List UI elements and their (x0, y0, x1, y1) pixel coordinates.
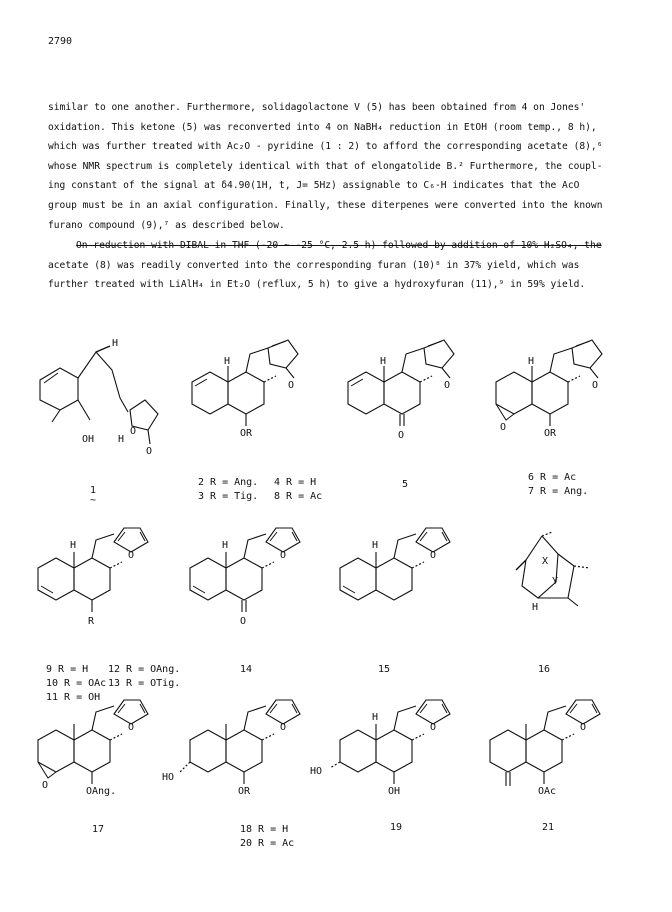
atom-O: O (42, 780, 49, 791)
compound-label-1: 1 (90, 485, 97, 496)
compound-label-16: 16 (538, 664, 551, 675)
atom-OR: OR (238, 786, 251, 797)
atom-R: R (88, 616, 95, 627)
structure-5 (348, 340, 454, 441)
atom-O: O (240, 616, 247, 627)
atom-O: O (592, 380, 599, 391)
atom-O: O (398, 430, 405, 441)
compound-label-18: 18 R = H (240, 824, 289, 835)
atom-O: O (430, 722, 437, 733)
atom-H: H (372, 712, 379, 723)
compound-label-6: 6 R = Ac (528, 472, 577, 483)
atom-H: H (222, 540, 229, 551)
atom-X: X (542, 556, 549, 567)
compound-label-9: 9 R = H (46, 664, 89, 675)
atom-HO: HO (162, 772, 175, 783)
atom-H: H (224, 356, 231, 367)
text-line: acetate (8) was readily converted into the corresponding furan (10)⁸ in 37% yield, which was (48, 259, 580, 271)
structure-21 (490, 700, 600, 797)
atom-O: O (430, 550, 437, 561)
atom-O: O (130, 426, 137, 437)
tilde: ~ (90, 495, 97, 506)
compound-label-3: 3 R = Tig. (198, 491, 259, 502)
atom-OH: OH (82, 434, 95, 445)
atom-O: O (280, 722, 287, 733)
structure-1 (40, 338, 158, 457)
atom-O: O (444, 380, 451, 391)
atom-O: O (288, 380, 295, 391)
atom-H: H (372, 540, 379, 551)
structure-17 (38, 700, 148, 797)
text-line: further treated with LiAlH₄ in Et₂O (reflux, 5 h) to give a hydroxyfuran (11),⁹ in 59% yield. (48, 279, 586, 291)
atom-O: O (500, 422, 507, 433)
atom-O: O (128, 550, 135, 561)
compound-label-5: 5 (402, 479, 409, 490)
atom-HO: HO (310, 766, 323, 777)
compound-label-14: 14 (240, 664, 253, 675)
atom-O: O (580, 722, 587, 733)
structure-18-20 (162, 700, 300, 797)
atom-OR: OR (544, 428, 557, 439)
structure-9-13 (38, 528, 148, 627)
text-line: ing constant of the signal at δ4.90(1H, t, J= 5Hz) assignable to C₆-H indicates that the AcO (48, 180, 580, 192)
atom-O: O (146, 446, 153, 457)
atom-H: H (70, 540, 77, 551)
compound-label-8: 8 R = Ac (274, 491, 323, 502)
compound-label-7: 7 R = Ang. (528, 486, 589, 497)
atom-H: H (528, 356, 535, 367)
atom-O: O (128, 722, 135, 733)
compound-label-20: 20 R = Ac (240, 838, 295, 849)
compound-label-11: 11 R = OH (46, 692, 101, 703)
compound-label-13: 13 R = OTig. (108, 678, 181, 689)
structure-19 (310, 700, 450, 797)
structure-16 (516, 532, 590, 613)
text-line: which was further treated with Ac₂O - pyridine (1 : 2) to afford the corresponding acetate (8),⁶ (48, 141, 603, 153)
atom-OH: OH (388, 786, 401, 797)
atom-H: H (380, 356, 387, 367)
text-line: whose NMR spectrum is completely identical with that of elongatolide B.² Furthermore, the coupl- (48, 160, 603, 172)
atom-Y: Y (552, 576, 559, 587)
atom-H: H (118, 434, 125, 445)
page-number: 2790 (48, 36, 73, 47)
compound-label-10: 10 R = OAc (46, 678, 107, 689)
compound-label-17: 17 (92, 824, 105, 835)
structure-6-7 (496, 340, 602, 439)
text-line: group must be in an axial configuration. Finally, these diterpenes were converted into the known (48, 199, 603, 211)
structure-14 (190, 528, 300, 627)
atom-O: O (280, 550, 287, 561)
compound-label-21: 21 (542, 822, 555, 833)
compound-label-4: 4 R = H (274, 477, 317, 488)
compound-label-15: 15 (378, 664, 391, 675)
text-line: furano compound (9),⁷ as described below. (48, 219, 285, 231)
compound-label-19: 19 (390, 822, 403, 833)
text-line: oxidation. This ketone (5) was reconverted into 4 on NaBH₄ reduction in EtOH (room temp., 8 h), (48, 121, 597, 133)
atom-OAc: OAc (538, 786, 557, 797)
compound-label-2: 2 R = Ang. (198, 477, 259, 488)
structure-2-3-4-8 (192, 340, 298, 439)
structure-15 (340, 528, 450, 600)
compound-label-12: 12 R = OAng. (108, 664, 181, 675)
atom-H: H (532, 602, 539, 613)
atom-OR: OR (240, 428, 253, 439)
text-line-struck: On reduction with DIBAL in THF (-20 ~ -25 °C, 2.5 h) followed by addition of 10% H₂SO₄, the (76, 240, 602, 251)
text-line: similar to one another. Furthermore, solidagolactone V (5) has been obtained from 4 on Jones' (48, 102, 586, 113)
atom-OAng: OAng. (86, 786, 117, 797)
atom-H: H (112, 338, 119, 349)
